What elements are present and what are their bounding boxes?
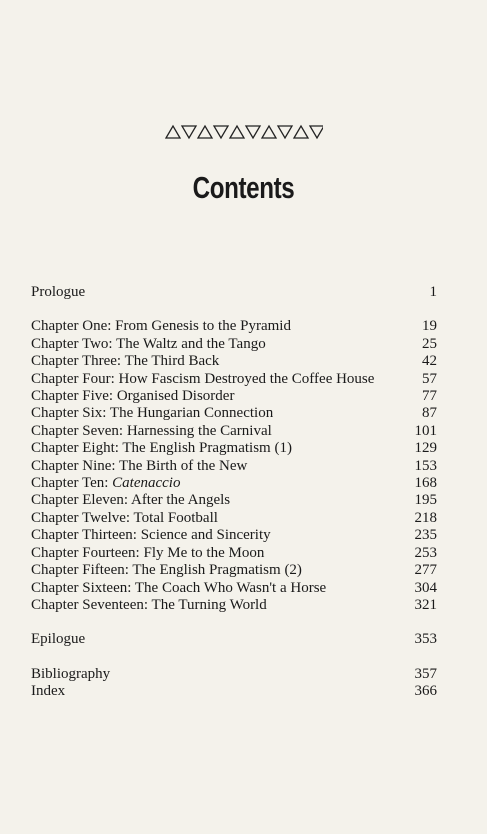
chapter-title: Fly Me to the Moon bbox=[143, 544, 265, 561]
page-title: Contents bbox=[192, 170, 295, 205]
toc-row-index bbox=[31, 683, 437, 700]
toc-chapter-label bbox=[31, 423, 272, 440]
toc-row-chapter-8 bbox=[31, 440, 437, 457]
toc-row-chapter-17 bbox=[31, 597, 437, 614]
toc-bibliography-label: Bibliography bbox=[31, 665, 111, 682]
toc-chapter-label bbox=[31, 371, 374, 388]
toc-chapter-label bbox=[31, 336, 266, 353]
toc-chapter-label bbox=[31, 580, 326, 597]
toc-chapter-label bbox=[31, 475, 180, 492]
toc-chapter-page: 277 bbox=[414, 562, 437, 579]
toc-row-chapter-9 bbox=[31, 458, 437, 475]
toc-row-chapter-11 bbox=[31, 492, 437, 509]
chapter-prefix: Chapter Eleven: bbox=[31, 492, 129, 509]
toc-chapter-page: 19 bbox=[422, 318, 437, 335]
toc-epilogue-label: Epilogue bbox=[31, 631, 86, 648]
chapter-title: The Coach Who Wasn't a Horse bbox=[134, 579, 327, 596]
chapter-prefix: Chapter Four: bbox=[31, 370, 115, 387]
toc-row-chapter-3 bbox=[31, 353, 437, 370]
toc-row-prologue bbox=[31, 284, 437, 301]
toc-chapter-label bbox=[31, 510, 218, 527]
toc-row-chapter-12 bbox=[31, 510, 437, 527]
toc-row-chapter-6 bbox=[31, 405, 437, 422]
toc-bibliography-page: 357 bbox=[414, 665, 437, 682]
chapter-prefix: Chapter Seven: bbox=[31, 422, 124, 439]
toc-chapter-label bbox=[31, 440, 292, 457]
toc-spacer bbox=[31, 301, 437, 318]
toc-row-chapter-4 bbox=[31, 371, 437, 388]
table-of-contents bbox=[31, 284, 437, 701]
chapter-prefix: Chapter Five: bbox=[31, 388, 114, 405]
toc-chapter-page: 153 bbox=[414, 457, 437, 474]
chapter-title: How Fascism Destroyed the Coffee House bbox=[118, 370, 375, 387]
toc-chapter-page: 253 bbox=[414, 544, 437, 561]
chapter-title: The Birth of the New bbox=[119, 457, 248, 474]
toc-row-chapter-2 bbox=[31, 336, 437, 353]
toc-chapter-page: 42 bbox=[422, 353, 437, 370]
toc-chapter-label bbox=[31, 318, 291, 335]
decorative-ornament bbox=[0, 123, 487, 146]
chapter-prefix: Chapter Fifteen: bbox=[31, 562, 129, 579]
chapter-prefix: Chapter Thirteen: bbox=[31, 527, 137, 544]
chapter-title: Catenaccio bbox=[112, 475, 181, 492]
chapter-prefix: Chapter Nine: bbox=[31, 457, 116, 474]
toc-chapter-page: 87 bbox=[422, 405, 437, 422]
toc-chapter-label bbox=[31, 597, 267, 614]
toc-prologue-page: 1 bbox=[429, 284, 437, 300]
chapter-title: The English Pragmatism (2) bbox=[132, 562, 302, 579]
toc-row-chapter-14 bbox=[31, 545, 437, 562]
chapter-title: The Third Back bbox=[124, 353, 220, 370]
toc-row-epilogue bbox=[31, 631, 437, 648]
chapter-prefix: Chapter Six: bbox=[31, 405, 107, 422]
chapter-title: The English Pragmatism (1) bbox=[122, 440, 292, 457]
toc-chapter-page: 25 bbox=[422, 335, 437, 352]
toc-spacer bbox=[31, 649, 437, 666]
toc-row-chapter-5 bbox=[31, 388, 437, 405]
toc-row-chapter-7 bbox=[31, 423, 437, 440]
toc-index-label: Index bbox=[31, 683, 66, 700]
chapter-prefix: Chapter Sixteen: bbox=[31, 579, 132, 596]
toc-prologue-label: Prologue bbox=[31, 284, 86, 300]
toc-row-chapter-16 bbox=[31, 580, 437, 597]
toc-chapter-label bbox=[31, 492, 230, 509]
chapter-title: Harnessing the Carnival bbox=[126, 422, 272, 439]
chapter-title: After the Angels bbox=[130, 492, 231, 509]
toc-spacer bbox=[31, 614, 437, 631]
toc-epilogue-page: 353 bbox=[414, 631, 437, 648]
toc-row-chapter-15 bbox=[31, 562, 437, 579]
toc-chapter-page: 195 bbox=[414, 492, 437, 509]
chapter-title: Science and Sincerity bbox=[140, 527, 271, 544]
chapter-prefix: Chapter Three: bbox=[31, 353, 122, 370]
chapter-title: Organised Disorder bbox=[116, 388, 235, 405]
toc-chapter-label bbox=[31, 545, 264, 562]
toc-chapter-label bbox=[31, 527, 271, 544]
chapter-prefix: Chapter Fourteen: bbox=[31, 544, 140, 561]
toc-chapter-label bbox=[31, 458, 247, 475]
toc-chapter-label bbox=[31, 405, 273, 422]
triangle-ornament-icon bbox=[165, 123, 323, 141]
toc-chapter-label bbox=[31, 388, 234, 405]
chapter-title: From Genesis to the Pyramid bbox=[115, 318, 291, 335]
toc-chapter-label bbox=[31, 353, 219, 370]
toc-chapter-page: 321 bbox=[414, 596, 437, 613]
chapter-prefix: Chapter Ten: bbox=[31, 475, 109, 492]
toc-row-bibliography bbox=[31, 666, 437, 683]
toc-chapter-page: 129 bbox=[414, 440, 437, 457]
toc-chapter-page: 101 bbox=[414, 422, 437, 439]
chapter-title: The Hungarian Connection bbox=[109, 405, 274, 422]
chapter-prefix: Chapter Seventeen: bbox=[31, 596, 149, 613]
toc-row-chapter-1 bbox=[31, 318, 437, 335]
chapter-prefix: Chapter One: bbox=[31, 318, 112, 335]
toc-chapter-page: 77 bbox=[422, 388, 437, 405]
toc-chapter-page: 304 bbox=[414, 579, 437, 596]
chapter-prefix: Chapter Two: bbox=[31, 335, 113, 352]
toc-chapter-label bbox=[31, 562, 302, 579]
chapter-title: Total Football bbox=[133, 509, 218, 526]
chapter-title: The Waltz and the Tango bbox=[116, 335, 266, 352]
toc-index-page: 366 bbox=[414, 683, 437, 700]
toc-row-chapter-10 bbox=[31, 475, 437, 492]
toc-row-chapter-13 bbox=[31, 527, 437, 544]
toc-chapter-page: 168 bbox=[414, 475, 437, 492]
toc-chapter-page: 235 bbox=[414, 527, 437, 544]
chapter-prefix: Chapter Twelve: bbox=[31, 509, 131, 526]
toc-chapter-page: 218 bbox=[414, 509, 437, 526]
toc-chapter-page: 57 bbox=[422, 370, 437, 387]
chapter-prefix: Chapter Eight: bbox=[31, 440, 119, 457]
chapter-title: The Turning World bbox=[151, 596, 267, 613]
